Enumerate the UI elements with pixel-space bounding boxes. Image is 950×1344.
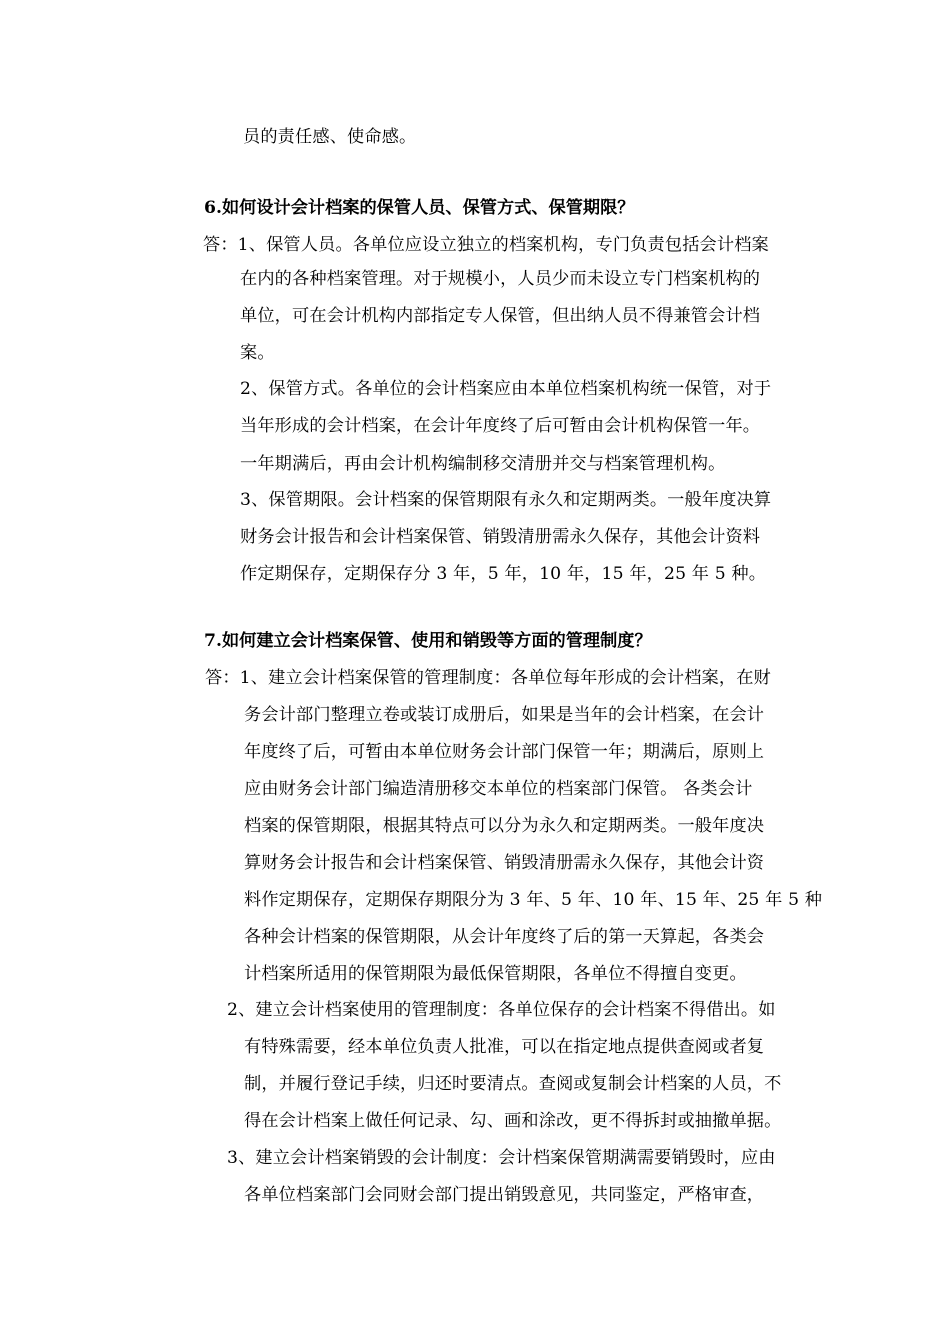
answer-6-line: 案。 [240,343,275,363]
question-7-title: 7.如何建立会计档案保管、使用和销毁等方面的管理制度？ [204,631,652,651]
continuation-line: 员的责任感、使命感。 [243,127,417,147]
answer-7-line: 有特殊需要，经本单位负责人批准，可以在指定地点提供查阅或者复 [244,1037,765,1057]
answer-7-line: 算财务会计报告和会计档案保管、销毁清册需永久保存，其他会计资 [244,853,765,873]
answer-7-line: 应由财务会计部门编造清册移交本单位的档案部门保管。 各类会计 [244,779,753,799]
answer-6-line: 在内的各种档案管理。对于规模小，人员少而未设立专门档案机构的 [240,269,761,289]
answer-6-line: 当年形成的会计档案，在会计年度终了后可暂由会计机构保管一年。 [240,416,761,436]
answer-6-line: 单位，可在会计机构内部指定专人保管，但出纳人员不得兼管会计档 [240,306,761,326]
answer-6-line: 作定期保存，定期保存分 3 年，5 年，10 年，15 年，25 年 5 种。 [240,564,767,584]
answer-7-line: 2、建立会计档案使用的管理制度：各单位保存的会计档案不得借出。如 [227,1000,776,1020]
answer-6-line: 一年期满后，再由会计机构编制移交清册并交与档案管理机构。 [240,454,726,474]
answer-6-line: 答：1、保管人员。各单位应设立独立的档案机构，专门负责包括会计档案 [203,235,769,255]
answer-7-line: 得在会计档案上做任何记录、勾、画和涂改，更不得拆封或抽撤单据。 [244,1111,782,1131]
answer-6-line: 3、保管期限。会计档案的保管期限有永久和定期两类。一般年度决算 [240,490,772,510]
answer-7-line: 料作定期保存，定期保存期限分为 3 年、5 年、10 年、15 年、25 年 5 种 [244,890,823,910]
answer-7-line: 务会计部门整理立卷或装订成册后，如果是当年的会计档案，在会计 [244,705,765,725]
answer-6-line: 财务会计报告和会计档案保管、销毁清册需永久保存，其他会计资料 [240,527,761,547]
answer-7-line: 计档案所适用的保管期限为最低保管期限，各单位不得擅自变更。 [244,964,747,984]
answer-7-line: 年度终了后，可暂由本单位财务会计部门保管一年；期满后，原则上 [244,742,765,762]
answer-7-line: 3、建立会计档案销毁的会计制度：会计档案保管期满需要销毁时，应由 [227,1148,776,1168]
answer-7-line: 答：1、建立会计档案保管的管理制度：各单位每年形成的会计档案，在财 [205,668,771,688]
answer-7-line: 各种会计档案的保管期限，从会计年度终了后的第一天算起，各类会 [244,927,765,947]
answer-7-line: 制，并履行登记手续，归还时要清点。查阅或复制会计档案的人员，不 [244,1074,782,1094]
answer-7-line: 档案的保管期限，根据其特点可以分为永久和定期两类。一般年度决 [244,816,765,836]
question-6-title: 6.如何设计会计档案的保管人员、保管方式、保管期限？ [204,198,635,218]
answer-6-line: 2、保管方式。各单位的会计档案应由本单位档案机构统一保管，对于 [240,379,772,399]
answer-7-line: 各单位档案部门会同财会部门提出销毁意见，共同鉴定，严格审查， [244,1185,765,1205]
